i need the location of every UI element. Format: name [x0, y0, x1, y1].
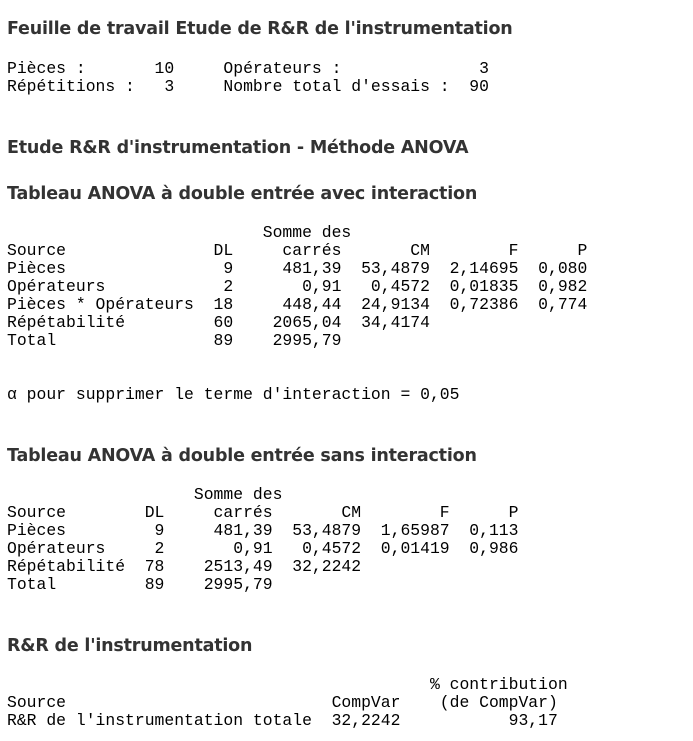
table-header-line: Somme des: [7, 485, 283, 504]
worksheet-title: Feuille de travail Etude de R&R de l'instrumentation: [7, 19, 513, 39]
summary-line: Pièces : 10 Opérateurs : 3: [7, 59, 489, 78]
table-row: Opérateurs 2 0,91 0,4572 0,01419 0,986: [7, 539, 519, 558]
table-row: Répétabilité 78 2513,49 32,2242: [7, 557, 362, 576]
table-row: Pièces 9 481,39 53,4879 1,65987 0,113: [7, 521, 519, 540]
anova-study-title: Etude R&R d'instrumentation - Méthode ANOVA: [7, 138, 469, 158]
table-header-line: Source CompVar (de CompVar): [7, 693, 558, 712]
table-header-line: % contribution: [7, 675, 568, 694]
table-row: Répétabilité 60 2065,04 34,4174: [7, 313, 430, 332]
table-header-line: Source DL carrés CM F P: [7, 241, 588, 260]
table-header-line: Source DL carrés CM F P: [7, 503, 519, 522]
table-row: R&R de l'instrumentation totale 32,2242 93,17: [7, 711, 558, 730]
table-row: Pièces 9 481,39 53,4879 2,14695 0,080: [7, 259, 588, 278]
with-interaction-title: Tableau ANOVA à double entrée avec interaction: [7, 184, 478, 204]
gage-rr-title: R&R de l'instrumentation: [7, 636, 253, 656]
table-row: Total 89 2995,79: [7, 331, 342, 350]
alpha-note: α pour supprimer le terme d'interaction = 0,05: [7, 385, 460, 404]
anova-table-without-interaction: [7, 486, 518, 594]
worksheet-summary: [7, 60, 489, 96]
summary-line: Répétitions : 3 Nombre total d'essais : 90: [7, 77, 489, 96]
table-row: Pièces * Opérateurs 18 448,44 24,9134 0,72386 0,774: [7, 295, 588, 314]
anova-table-with-interaction: [7, 224, 587, 350]
gage-rr-table: [7, 676, 568, 730]
table-header-line: Somme des: [7, 223, 352, 242]
table-row: Total 89 2995,79: [7, 575, 273, 594]
without-interaction-title: Tableau ANOVA à double entrée sans interaction: [7, 446, 477, 466]
table-row: Opérateurs 2 0,91 0,4572 0,01835 0,982: [7, 277, 588, 296]
